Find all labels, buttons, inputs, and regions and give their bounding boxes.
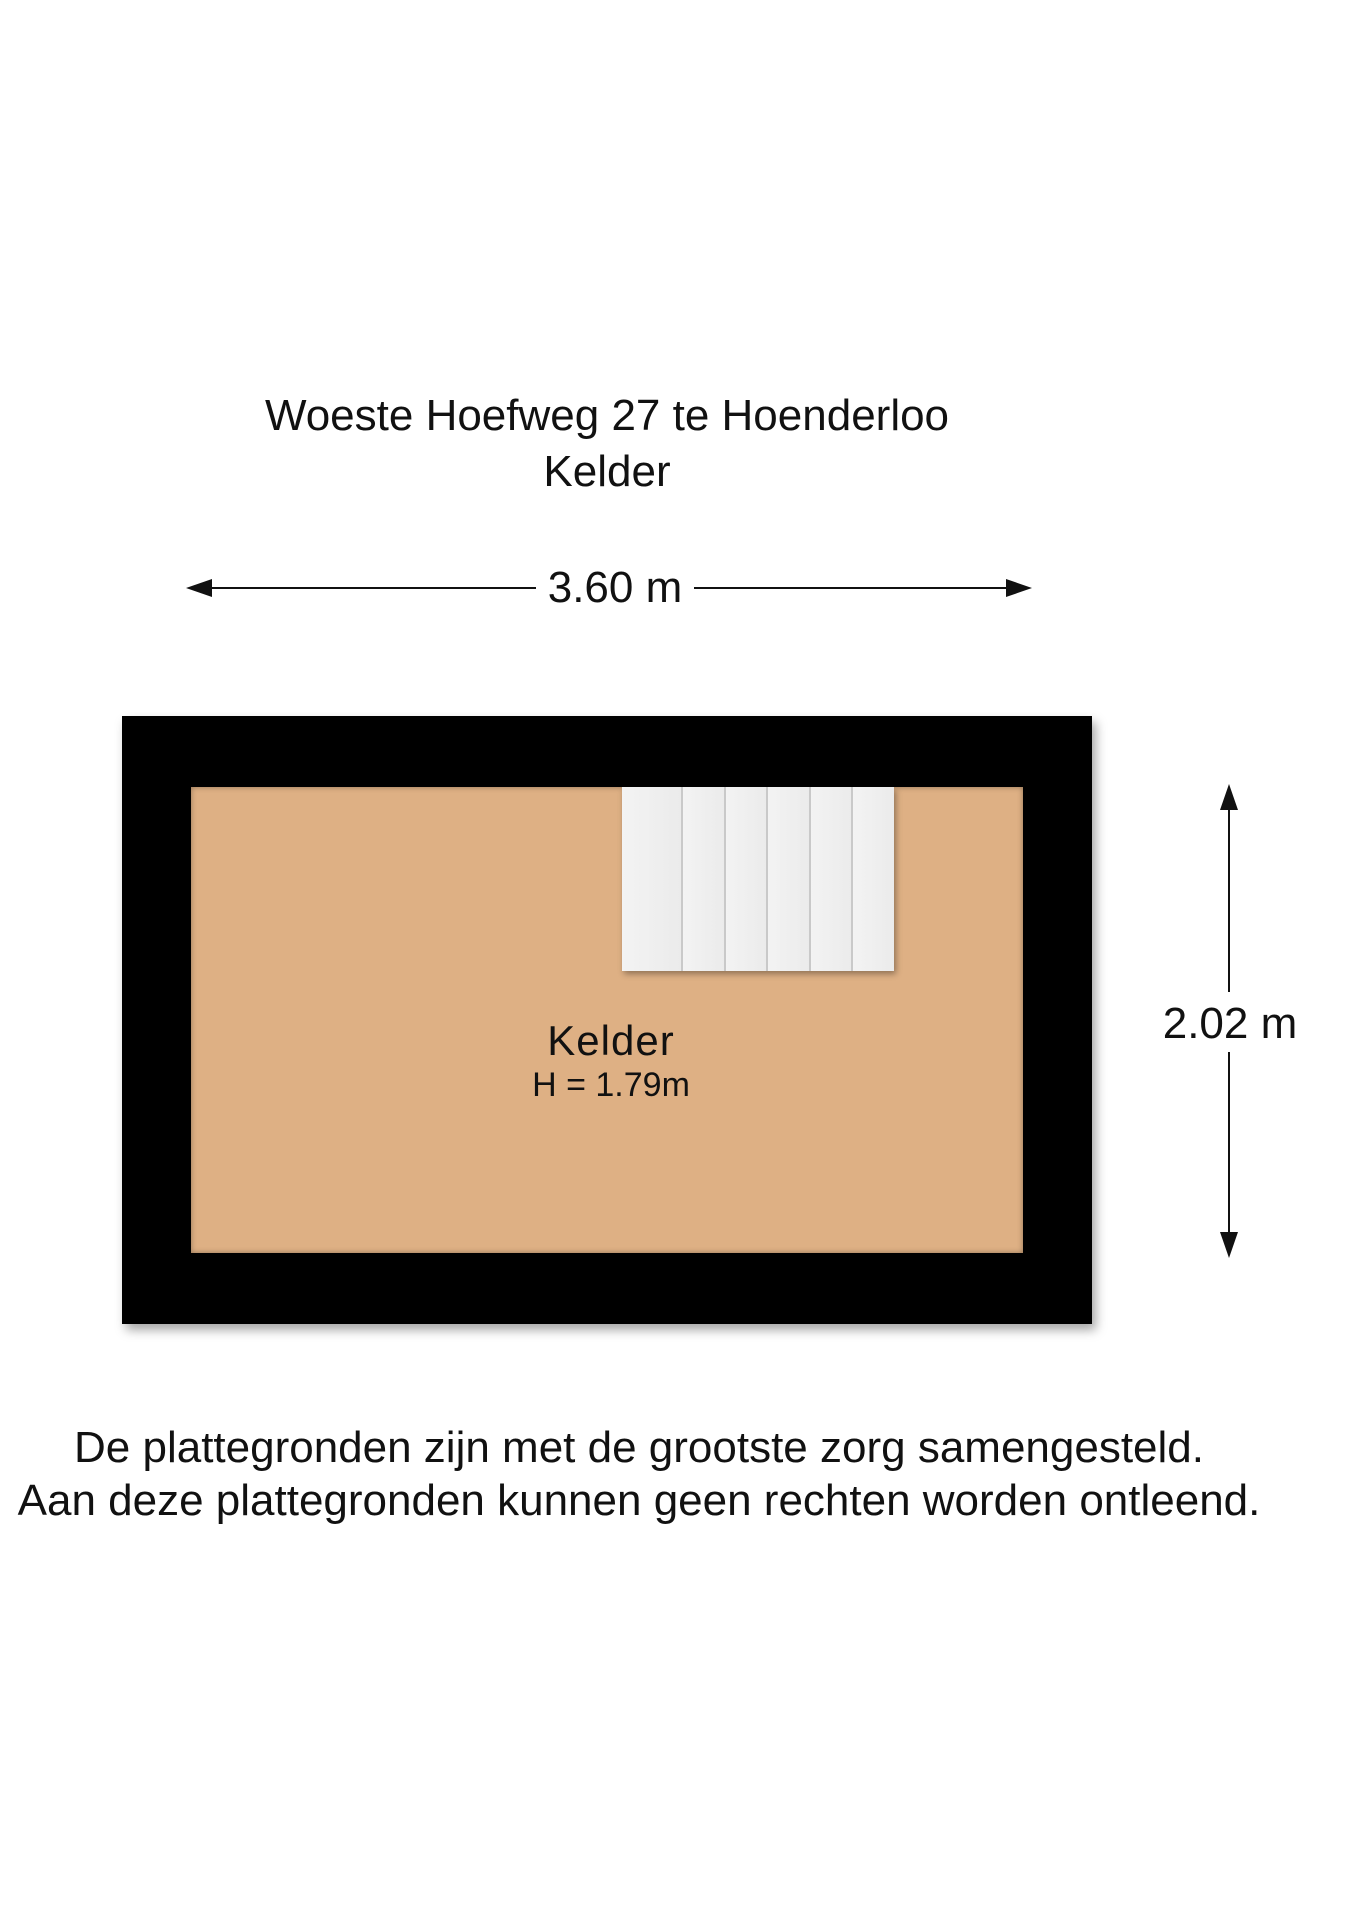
address-title: Woeste Hoefweg 27 te Hoenderloo (264, 391, 950, 440)
stair-step (851, 787, 894, 971)
depth-label: 2.02 m (1162, 999, 1298, 1048)
stair-step (681, 787, 724, 971)
stair-step (622, 787, 681, 971)
room-name: Kelder (547, 1017, 675, 1064)
width-label: 3.60 m (547, 563, 683, 612)
width-dimension (186, 560, 1032, 616)
disclaimer-line-1: De plattegronden zijn met de grootste zorg samengesteld. (74, 1423, 1204, 1472)
dimension-line (694, 587, 1022, 589)
arrow-down-icon (1220, 1232, 1238, 1258)
stair-step (766, 787, 809, 971)
stair-step (724, 787, 767, 971)
dimension-line (1228, 1052, 1230, 1248)
floor-title: Kelder (543, 447, 671, 496)
dimension-line (1228, 796, 1230, 992)
disclaimer-line-2: Aan deze plattegronden kunnen geen rechten worden ontleend. (17, 1476, 1261, 1525)
depth-dimension (1150, 784, 1310, 1258)
arrow-right-icon (1006, 579, 1032, 597)
room-height: H = 1.79m (532, 1066, 690, 1104)
staircase (622, 787, 894, 971)
dimension-line (196, 587, 536, 589)
stair-step (809, 787, 852, 971)
